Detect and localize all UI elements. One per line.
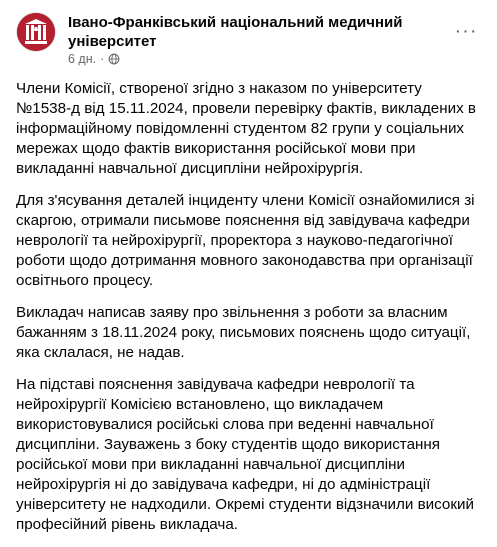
- post-header: [16, 12, 481, 68]
- meta-separator: ·: [100, 52, 105, 66]
- post-body: [16, 79, 481, 547]
- post-paragraph: Для з'ясування деталей інциденту члени Комісії ознайомилися зі скаргою, отримали письмове пояснення від завідувача кафедри неврології та нейрохірургії, проректора з науково-педагогічної роботи щодо дотримання мовного законодавства при організації освітнього процесу.: [16, 192, 475, 289]
- university-logo-avatar[interactable]: [16, 12, 56, 52]
- post-paragraph: На підставі пояснення завідувача кафедри неврології та нейрохірургії Комісією встановлено, що викладачем використовувалися російські слова при веденні навчальної дисципліни. Зауважень з боку студентів щодо використання російської мови при викладанні навчальної дисципліни нейрохірургія ні до завідувача кафедри, ні до адміністрації університету не надходили. Окремі студенти відзначили високий професійний рівень викладача.: [16, 376, 474, 533]
- post-paragraph: Члени Комісії, створеної згідно з наказом по університету №1538-д від 15.11.2024, провели перевірку фактів, викладених в інформаційному повідомленні студентом 82 групи у соціальних мережах щодо фактів використання російської мови при викладанні навчальної дисципліни нейрохірургія.: [16, 80, 476, 177]
- post-author-name[interactable]: Івано-Франківський національний медичний університет: [68, 14, 403, 50]
- globe-icon[interactable]: [108, 53, 120, 65]
- post-meta: [68, 52, 120, 66]
- post-timestamp[interactable]: 6 дн.: [68, 52, 97, 66]
- more-options-icon[interactable]: ···: [454, 19, 478, 42]
- post-paragraph: Викладач написав заяву про звільнення з роботи за власним бажанням з 18.11.2024 року, письмових пояснень щодо ситуації, яка склалася, не надав.: [16, 304, 471, 361]
- university-logo-icon: [17, 13, 55, 51]
